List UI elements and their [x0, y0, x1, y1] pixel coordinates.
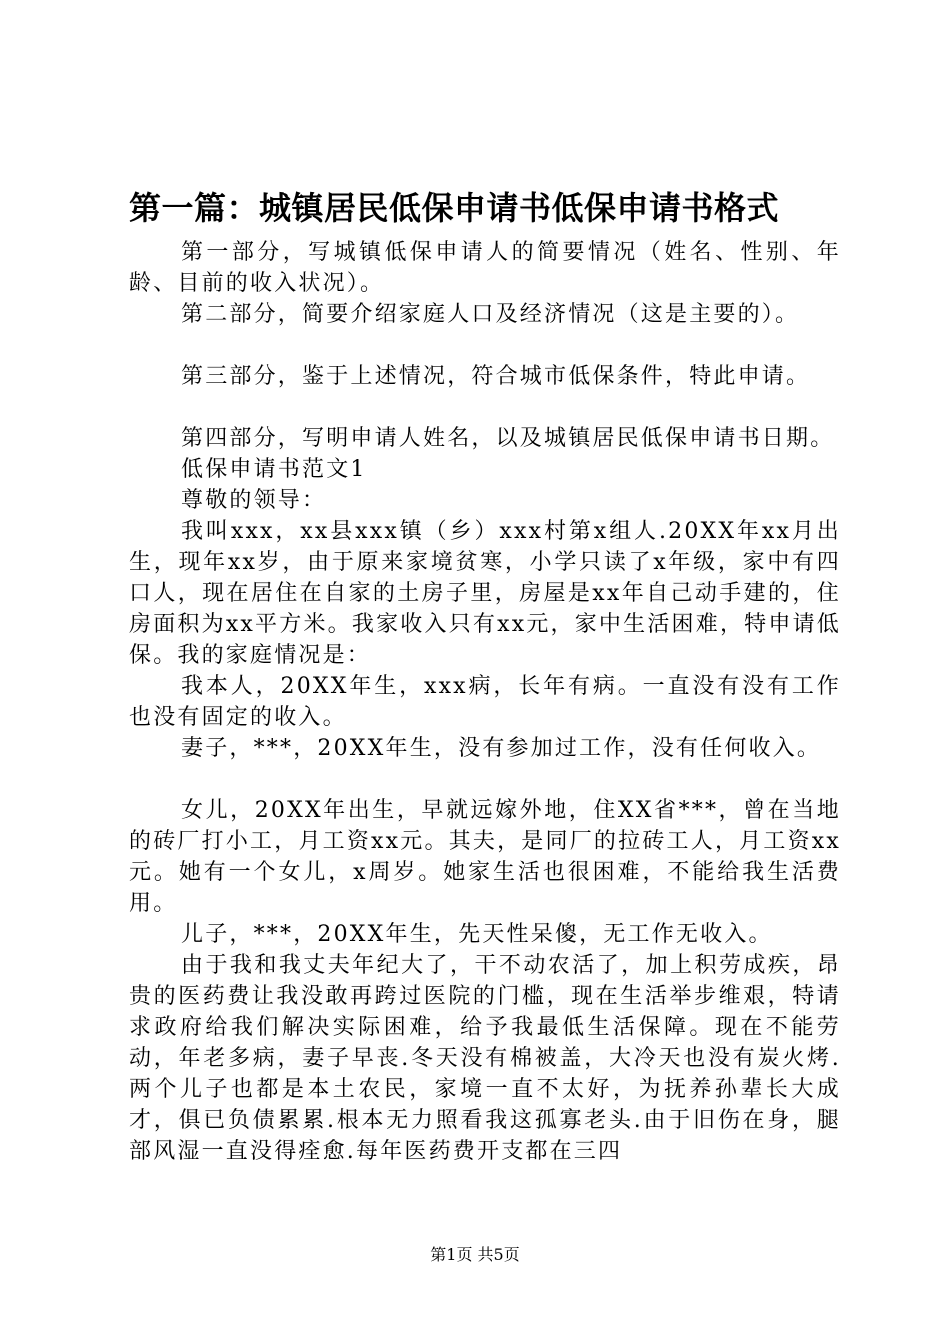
paragraph-self: 我本人，20XX年生，xxx病，长年有病。一直没有没有工作也没有固定的收入。	[129, 674, 841, 730]
page-number-footer: 第1页 共5页	[430, 1245, 520, 1264]
sample-heading: 低保申请书范文1	[181, 457, 367, 482]
paragraph-part-one: 第一部分，写城镇低保申请人的简要情况（姓名、性别、年龄、目前的收入状况）。	[129, 240, 841, 296]
document-body	[129, 237, 841, 1167]
paragraph-wife: 妻子，***，20XX年生，没有参加过工作，没有任何收入。	[181, 736, 822, 761]
document-title: 第一篇：城镇居民低保申请书低保申请书格式	[129, 189, 780, 227]
salutation: 尊敬的领导：	[181, 488, 327, 513]
paragraph-introduction: 我叫xxx，xx县xxx镇（乡）xxx村第x组人.20XX年xx月出生，现年xx岁，由于原来家境贫寒，小学只读了x年级，家中有四口人，现在居住在自家的土房子里，房屋是xx年自己动手建的，住房面积为xx平方米。我家收入只有xx元，家中生活困难，特申请低保。我的家庭情况是：	[129, 519, 841, 668]
paragraph-part-four: 第四部分，写明申请人姓名，以及城镇居民低保申请书日期。	[181, 426, 835, 451]
paragraph-daughter: 女儿，20XX年出生，早就远嫁外地，住XX省***，曾在当地的砖厂打小工，月工资xx元。其夫，是同厂的拉砖工人，月工资xx元。她有一个女儿，x周岁。她家生活也很困难，不能给我生活费用。	[129, 798, 841, 916]
paragraph-request: 由于我和我丈夫年纪大了，干不动农活了，加上积劳成疾，昂贵的医药费让我没敢再跨过医院的门槛，现在生活举步维艰，特请求政府给我们解决实际困难，给予我最低生活保障。现在不能劳动，年老多病，妻子早丧.冬天没有棉被盖，大冷天也没有炭火烤.两个儿子也都是本土农民，家境一直不太好，为抚养孙辈长大成才，俱已负债累累.根本无力照看我这孤寡老头.由于旧伤在身，腿部风湿一直没得痊愈.每年医药费开支都在三四	[129, 953, 841, 1164]
paragraph-part-two: 第二部分，简要介绍家庭人口及经济情况（这是主要的）。	[181, 302, 800, 327]
paragraph-son: 儿子，***，20XX年生，先天性呆傻，无工作无收入。	[181, 922, 773, 947]
paragraph-part-three: 第三部分，鉴于上述情况，符合城市低保条件，特此申请。	[181, 364, 811, 389]
